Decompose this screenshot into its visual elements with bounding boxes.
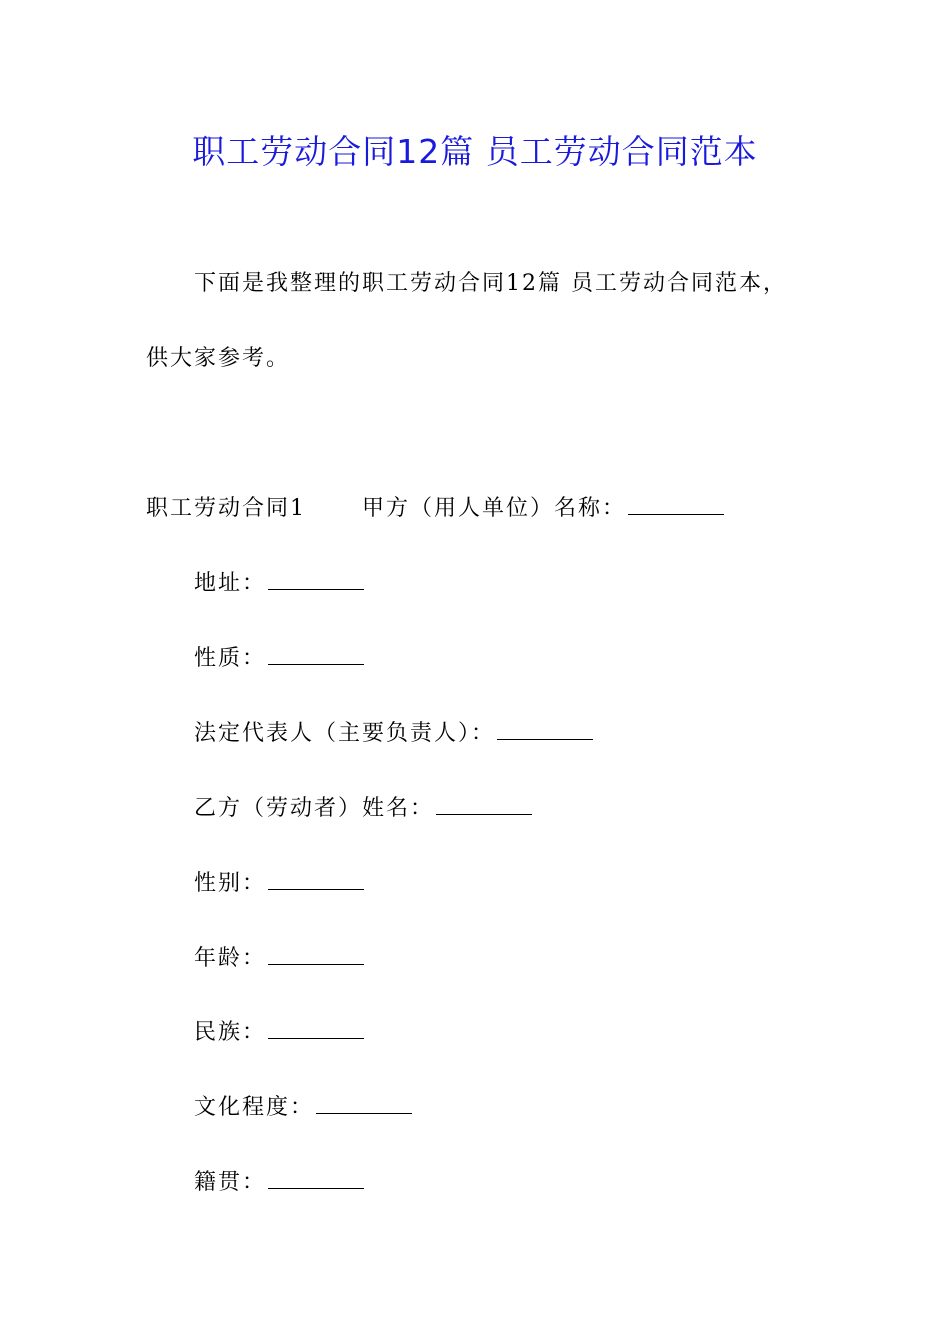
field-education	[194, 1092, 412, 1124]
field-nature	[194, 643, 364, 675]
contract-heading-row	[146, 493, 724, 525]
party-a-name-label: 甲方（用人单位）名称：	[362, 496, 627, 521]
field-label: 文化程度：	[194, 1095, 315, 1120]
field-native-place	[194, 1167, 364, 1199]
field-blank	[268, 1168, 364, 1189]
field-label: 性质：	[194, 646, 267, 671]
field-blank	[268, 569, 364, 590]
party-a-name-blank	[628, 494, 724, 515]
field-address	[194, 568, 364, 600]
field-blank	[268, 944, 364, 965]
field-age	[194, 943, 364, 975]
field-label: 籍贯：	[194, 1170, 267, 1195]
field-gender	[194, 868, 364, 900]
field-blank	[268, 869, 364, 890]
field-blank	[497, 719, 593, 740]
field-ethnicity	[194, 1017, 364, 1049]
contract-heading: 职工劳动合同1	[146, 496, 306, 521]
field-blank	[436, 794, 532, 815]
intro-line-1: 下面是我整理的职工劳动合同12篇 员工劳动合同范本，	[194, 271, 787, 296]
field-blank	[316, 1093, 412, 1114]
field-party-b-name	[194, 793, 532, 825]
field-label: 年龄：	[194, 946, 267, 971]
field-label: 地址：	[194, 571, 267, 596]
field-label: 性别：	[194, 871, 267, 896]
field-blank	[268, 1018, 364, 1039]
field-label: 法定代表人（主要负责人）：	[194, 721, 496, 746]
intro-line-2: 供大家参考。	[146, 346, 291, 371]
field-label: 乙方（劳动者）姓名：	[194, 796, 435, 821]
document-title: 职工劳动合同12篇 员工劳动合同范本	[192, 132, 758, 171]
field-blank	[268, 644, 364, 665]
field-label: 民族：	[194, 1020, 267, 1045]
field-legal-representative	[194, 718, 593, 750]
